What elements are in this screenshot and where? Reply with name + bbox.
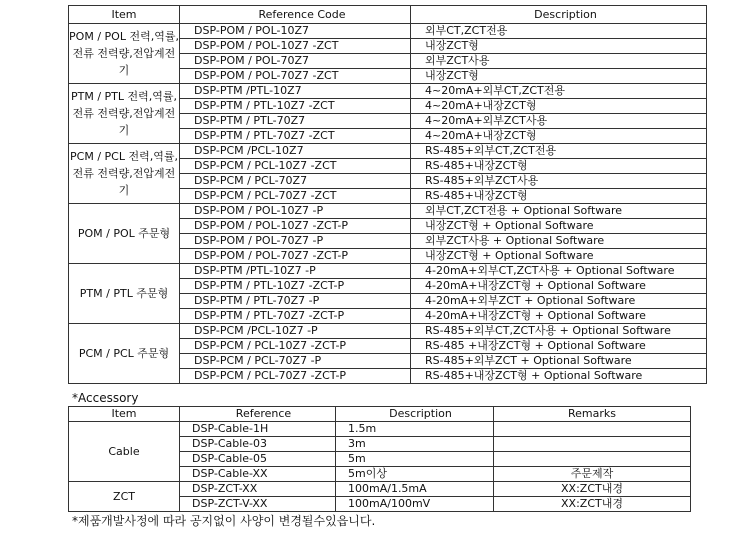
reference-code-cell: DSP-PCM / PCL-70Z7 -P [180, 354, 411, 369]
reference-code-cell: DSP-PTM / PTL-70Z7 -ZCT [180, 129, 411, 144]
accessory-reference-cell: DSP-Cable-XX [180, 467, 336, 482]
accessory-reference-cell: DSP-ZCT-V-XX [180, 497, 336, 512]
accessory-reference-cell: DSP-ZCT-XX [180, 482, 336, 497]
reference-code-cell: DSP-PTM / PTL-70Z7 -P [180, 294, 411, 309]
reference-code-cell: DSP-POM / POL-10Z7 -ZCT-P [180, 219, 411, 234]
accessory-remarks-cell: XX:ZCT내경 [494, 482, 691, 497]
item-group-cell: POM / POL 주문형 [69, 204, 180, 264]
reference-code-cell: DSP-PCM / PCL-70Z7 -ZCT-P [180, 369, 411, 384]
accessory-remarks-cell: 주문제작 [494, 467, 691, 482]
item-group-cell: PCM / PCL 전력,역률,전류 전력량,전압계전기 [69, 144, 180, 204]
reference-code-cell: DSP-PTM /PTL-10Z7 -P [180, 264, 411, 279]
description-cell: RS-485+외부CT,ZCT사용 + Optional Software [411, 324, 707, 339]
table-row [69, 84, 707, 99]
description-cell: 내장ZCT형 + Optional Software [411, 249, 707, 264]
accessory-remarks-cell [494, 422, 691, 437]
accessory-row [69, 422, 691, 437]
accessory-item-cell: ZCT [69, 482, 180, 512]
reference-code-cell: DSP-POM / POL-10Z7 [180, 24, 411, 39]
reference-code-cell: DSP-PCM /PCL-10Z7 -P [180, 324, 411, 339]
header-reference-code: Reference Code [180, 6, 411, 24]
item-group-cell: PTM / PTL 전력,역률,전류 전력량,전압계전기 [69, 84, 180, 144]
reference-code-cell: DSP-PTM / PTL-70Z7 [180, 114, 411, 129]
acc-header-description: Description [336, 407, 494, 422]
description-cell: 내장ZCT형 [411, 39, 707, 54]
accessory-remarks-cell [494, 437, 691, 452]
reference-code-cell: DSP-PTM / PTL-70Z7 -ZCT-P [180, 309, 411, 324]
accessory-description-cell: 3m [336, 437, 494, 452]
description-cell: RS-485+내장ZCT형 [411, 159, 707, 174]
reference-code-cell: DSP-POM / POL-70Z7 -ZCT [180, 69, 411, 84]
footnote: *제품개발사정에 따라 공지없이 사양이 변경될수있읍니다. [72, 514, 376, 528]
product-reference-table [68, 5, 707, 384]
description-cell: 4~20mA+내장ZCT형 [411, 99, 707, 114]
accessory-section-label: *Accessory [72, 391, 139, 405]
header-item: Item [69, 6, 180, 24]
table-row [69, 24, 707, 39]
table-row [69, 264, 707, 279]
accessory-remarks-cell [494, 452, 691, 467]
accessory-description-cell: 5m [336, 452, 494, 467]
table-header-row [69, 6, 707, 24]
description-cell: RS-485+외부ZCT + Optional Software [411, 354, 707, 369]
accessory-remarks-cell: XX:ZCT내경 [494, 497, 691, 512]
description-cell: 4~20mA+내장ZCT형 [411, 129, 707, 144]
description-cell: 4-20mA+외부CT,ZCT사용 + Optional Software [411, 264, 707, 279]
reference-code-cell: DSP-PTM / PTL-10Z7 -ZCT [180, 99, 411, 114]
description-cell: 4-20mA+내장ZCT형 + Optional Software [411, 279, 707, 294]
description-cell: 4~20mA+외부ZCT사용 [411, 114, 707, 129]
reference-code-cell: DSP-POM / POL-10Z7 -P [180, 204, 411, 219]
accessory-table [68, 406, 691, 512]
acc-header-item: Item [69, 407, 180, 422]
accessory-description-cell: 1.5m [336, 422, 494, 437]
reference-code-cell: DSP-PTM /PTL-10Z7 [180, 84, 411, 99]
item-group-cell: POM / POL 전력,역률,전류 전력량,전압계전기 [69, 24, 180, 84]
description-cell: 내장ZCT형 [411, 69, 707, 84]
reference-code-cell: DSP-POM / POL-70Z7 [180, 54, 411, 69]
table-row [69, 324, 707, 339]
description-cell: RS-485 +내장ZCT형 + Optional Software [411, 339, 707, 354]
description-cell: 4-20mA+내장ZCT형 + Optional Software [411, 309, 707, 324]
item-group-cell: PTM / PTL 주문형 [69, 264, 180, 324]
description-cell: RS-485+내장ZCT형 [411, 189, 707, 204]
description-cell: 4-20mA+외부ZCT + Optional Software [411, 294, 707, 309]
reference-code-cell: DSP-PCM / PCL-70Z7 -ZCT [180, 189, 411, 204]
accessory-description-cell: 100mA/100mV [336, 497, 494, 512]
description-cell: 내장ZCT형 + Optional Software [411, 219, 707, 234]
item-group-cell: PCM / PCL 주문형 [69, 324, 180, 384]
reference-code-cell: DSP-POM / POL-10Z7 -ZCT [180, 39, 411, 54]
accessory-item-cell: Cable [69, 422, 180, 482]
description-cell: 외부CT,ZCT전용 + Optional Software [411, 204, 707, 219]
accessory-row [69, 482, 691, 497]
accessory-reference-cell: DSP-Cable-1H [180, 422, 336, 437]
description-cell: 외부CT,ZCT전용 [411, 24, 707, 39]
header-description: Description [411, 6, 707, 24]
reference-code-cell: DSP-PCM / PCL-70Z7 [180, 174, 411, 189]
acc-header-remarks: Remarks [494, 407, 691, 422]
reference-code-cell: DSP-POM / POL-70Z7 -ZCT-P [180, 249, 411, 264]
accessory-reference-cell: DSP-Cable-05 [180, 452, 336, 467]
description-cell: 외부ZCT사용 [411, 54, 707, 69]
table-row [69, 144, 707, 159]
table-row [69, 204, 707, 219]
accessory-description-cell: 100mA/1.5mA [336, 482, 494, 497]
acc-header-reference: Reference [180, 407, 336, 422]
description-cell: RS-485+내장ZCT형 + Optional Software [411, 369, 707, 384]
reference-code-cell: DSP-PCM / PCL-10Z7 -ZCT-P [180, 339, 411, 354]
description-cell: 4~20mA+외부CT,ZCT전용 [411, 84, 707, 99]
description-cell: 외부ZCT사용 + Optional Software [411, 234, 707, 249]
accessory-reference-cell: DSP-Cable-03 [180, 437, 336, 452]
reference-code-cell: DSP-PCM /PCL-10Z7 [180, 144, 411, 159]
reference-code-cell: DSP-POM / POL-70Z7 -P [180, 234, 411, 249]
reference-code-cell: DSP-PTM / PTL-10Z7 -ZCT-P [180, 279, 411, 294]
description-cell: RS-485+외부ZCT사용 [411, 174, 707, 189]
accessory-header-row [69, 407, 691, 422]
reference-code-cell: DSP-PCM / PCL-10Z7 -ZCT [180, 159, 411, 174]
description-cell: RS-485+외부CT,ZCT전용 [411, 144, 707, 159]
accessory-description-cell: 5m이상 [336, 467, 494, 482]
